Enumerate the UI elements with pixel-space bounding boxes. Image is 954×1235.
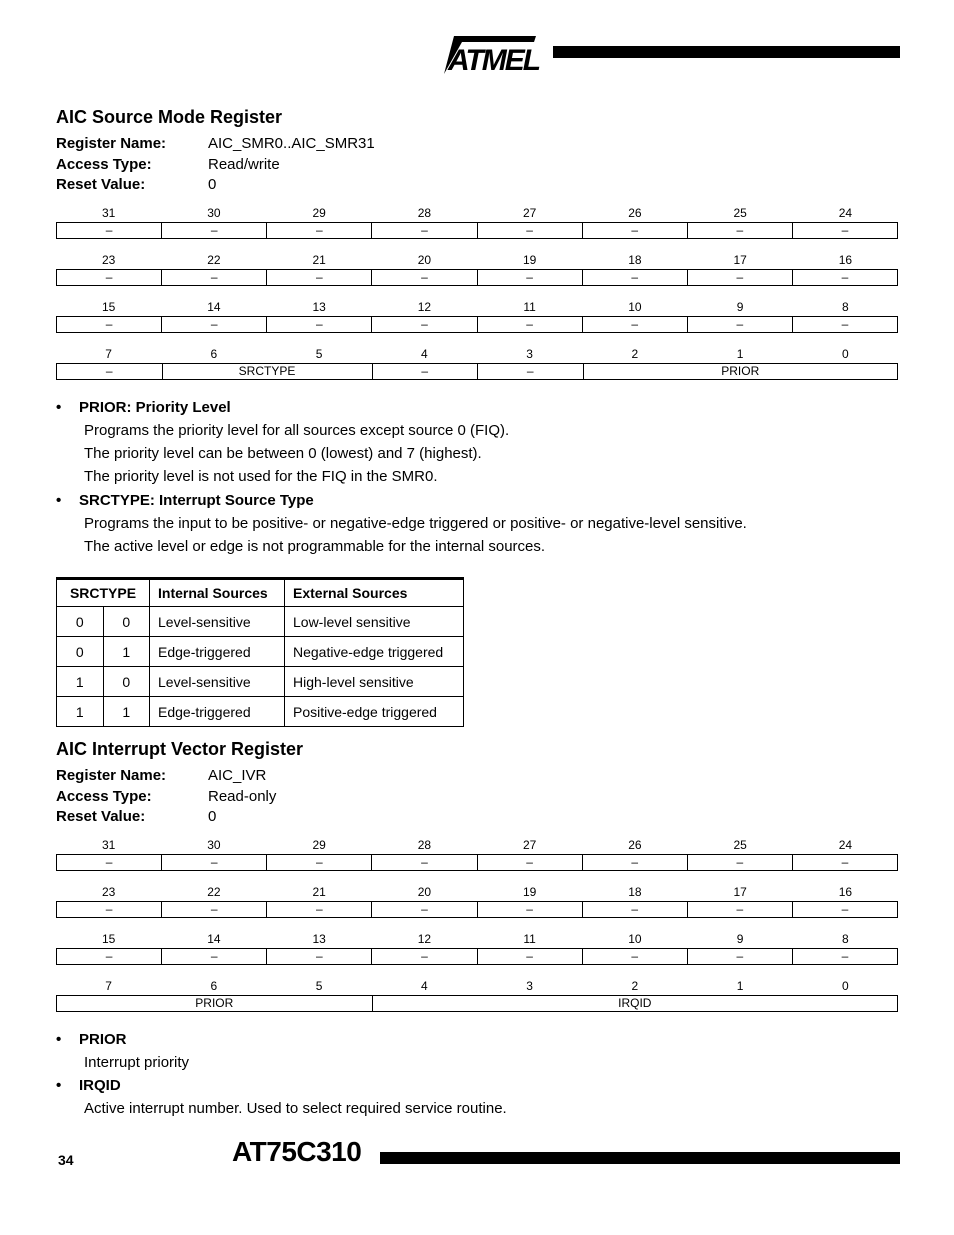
ivr-bit-fields — [56, 948, 898, 965]
ivr-meta-row — [56, 807, 276, 828]
ivr-bit-number: 25 — [733, 838, 747, 852]
smr-bit-numbers — [56, 347, 898, 363]
ivr-bit-numbers — [56, 979, 898, 995]
smr-meta-row — [56, 134, 375, 155]
smr-register-row — [56, 300, 898, 347]
smr-bit-numbers — [56, 300, 898, 316]
smr-bit-fields — [56, 222, 898, 239]
smr-srctype-heading: • SRCTYPE: Interrupt Source Type — [56, 492, 314, 509]
ivr-bit-number: 2 — [631, 979, 639, 993]
ivr-register-row — [56, 932, 898, 979]
ivr-register-row — [56, 885, 898, 932]
ivr-bit-field: – — [688, 949, 793, 964]
ivr-bit-field: PRIOR — [57, 996, 373, 1011]
srctype-table-row — [57, 607, 464, 637]
smr-bit-field: – — [478, 223, 583, 238]
ivr-bit-field: – — [478, 855, 583, 870]
ivr-bit-field: – — [372, 902, 477, 917]
ivr-bit-number: 8 — [842, 932, 849, 946]
ivr-meta-value: 0 — [208, 808, 217, 825]
ivr-bit-number: 24 — [838, 838, 853, 852]
ivr-bit-field: – — [162, 902, 267, 917]
smr-meta — [56, 134, 375, 196]
ivr-bit-field: – — [57, 855, 162, 870]
smr-srctype-text-2: The active level or edge is not programmable for the internal sources. — [84, 538, 546, 555]
ivr-bit-field: IRQID — [618, 996, 652, 1010]
smr-bit-number: 15 — [101, 300, 116, 314]
ivr-bit-fields — [56, 854, 898, 871]
smr-bit-number: 18 — [628, 253, 642, 267]
ivr-bit-field: – — [583, 855, 688, 870]
smr-bit-number: 5 — [315, 347, 323, 361]
ivr-meta-row — [56, 766, 276, 787]
srctype-bit-cell: 1 — [103, 697, 150, 727]
srctype-bit-cell: 0 — [57, 607, 104, 637]
smr-bit-number: 13 — [312, 300, 326, 314]
smr-bit-field: – — [267, 270, 372, 285]
ivr-bit-field: – — [267, 949, 372, 964]
ivr-meta — [56, 766, 276, 828]
ivr-bit-field: – — [841, 855, 849, 869]
smr-bit-field: – — [162, 317, 267, 332]
smr-bit-fields — [56, 363, 898, 380]
ivr-bit-fields — [56, 995, 898, 1012]
smr-bit-field: – — [688, 223, 793, 238]
smr-bit-number: 8 — [842, 300, 849, 314]
ivr-bit-field: – — [688, 902, 793, 917]
ivr-bit-number: 1 — [736, 979, 744, 993]
ivr-bit-number: 17 — [733, 885, 747, 899]
smr-bit-number: 19 — [522, 253, 537, 267]
header-rule — [553, 46, 900, 58]
ivr-bit-number: 16 — [838, 885, 853, 899]
ivr-bit-number: 6 — [210, 979, 218, 993]
smr-bit-numbers — [56, 253, 898, 269]
smr-register-row — [56, 347, 898, 394]
ivr-bit-field: – — [478, 902, 583, 917]
smr-prior-heading: • PRIOR: Priority Level — [56, 399, 231, 416]
srctype-bit-cell: 1 — [103, 637, 150, 667]
smr-bit-field: – — [583, 223, 688, 238]
ivr-meta-key: Reset Value: — [56, 808, 146, 825]
smr-bit-number: 23 — [101, 253, 116, 267]
ivr-meta-row — [56, 787, 276, 808]
smr-bit-number: 24 — [838, 206, 853, 220]
ivr-bit-numbers — [56, 838, 898, 854]
ivr-meta-value: AIC_IVR — [208, 767, 267, 784]
svg-text:ATMEL: ATMEL — [448, 44, 540, 76]
smr-bit-field: – — [372, 270, 477, 285]
ivr-bit-field: – — [57, 902, 162, 917]
smr-bit-number: 31 — [101, 206, 116, 220]
ivr-bit-field: – — [57, 949, 162, 964]
smr-bit-number: 16 — [838, 253, 853, 267]
external-source-cell: High-level sensitive — [285, 667, 464, 697]
ivr-bit-number: 18 — [628, 885, 642, 899]
ivr-bit-number: 31 — [101, 838, 116, 852]
ivr-bit-field: – — [372, 855, 477, 870]
product-title: AT75C310 — [232, 1136, 362, 1167]
smr-meta-key: Access Type: — [56, 155, 152, 173]
smr-prior-text-1: Programs the priority level for all sources except source 0 (FIQ). — [84, 422, 510, 439]
smr-bit-number: 12 — [417, 300, 432, 314]
smr-bit-number: 22 — [207, 253, 221, 267]
smr-meta-row — [56, 155, 375, 176]
external-source-cell: Positive-edge triggered — [285, 697, 464, 727]
smr-bit-field: – — [478, 317, 583, 332]
smr-prior-text-2: The priority level can be between 0 (lowest) and 7 (highest). — [84, 445, 482, 462]
smr-meta-value: AIC_SMR0..AIC_SMR31 — [208, 135, 375, 152]
smr-bit-field: PRIOR — [721, 364, 760, 378]
srctype-table-row — [57, 697, 464, 727]
ivr-bit-number: 20 — [417, 885, 432, 899]
internal-source-cell: Edge-triggered — [150, 697, 285, 727]
ivr-bit-numbers — [56, 885, 898, 901]
ivr-meta-key: Register Name: — [56, 767, 167, 784]
smr-meta-row — [56, 175, 375, 196]
internal-source-cell: Edge-triggered — [150, 637, 285, 667]
ivr-bit-field: – — [267, 855, 372, 870]
ivr-bit-field: – — [372, 949, 477, 964]
smr-bit-number: 21 — [312, 253, 326, 267]
ivr-bit-number: 4 — [421, 979, 428, 993]
smr-bit-field: – — [57, 317, 162, 332]
smr-bit-number: 3 — [526, 347, 533, 361]
ivr-irqid-text: Active interrupt number. Used to select required service routine. — [84, 1100, 507, 1117]
ivr-bit-number: 12 — [417, 932, 432, 946]
smr-meta-value: Read/write — [208, 155, 280, 173]
smr-bit-number: 29 — [312, 206, 326, 220]
smr-bit-field: – — [583, 317, 688, 332]
external-source-cell: Negative-edge triggered — [285, 637, 464, 667]
smr-bit-field: – — [267, 223, 372, 238]
smr-bit-field: – — [841, 270, 849, 284]
smr-bit-fields — [56, 316, 898, 333]
smr-bit-number: 20 — [417, 253, 432, 267]
ivr-prior-heading: • PRIOR — [56, 1031, 127, 1048]
smr-bit-number: 0 — [842, 347, 849, 361]
ivr-bit-number: 13 — [312, 932, 326, 946]
external-source-cell: Low-level sensitive — [285, 607, 464, 637]
ivr-bit-numbers — [56, 932, 898, 948]
smr-bit-field: – — [57, 364, 163, 379]
ivr-bit-number: 14 — [207, 932, 221, 946]
smr-meta-key: Register Name: — [56, 135, 167, 152]
smr-bit-number: 7 — [105, 347, 112, 361]
ivr-bit-number: 27 — [522, 838, 537, 852]
ivr-register-row — [56, 979, 898, 1026]
smr-bit-field: – — [57, 223, 162, 238]
smr-bit-numbers — [56, 206, 898, 222]
smr-bit-field: – — [841, 223, 849, 237]
internal-source-cell: Level-sensitive — [150, 667, 285, 697]
smr-bit-number: 27 — [522, 206, 537, 220]
smr-bit-number: 11 — [523, 300, 536, 314]
smr-register-row — [56, 253, 898, 300]
ivr-bit-field: – — [162, 949, 267, 964]
ivr-bit-number: 0 — [842, 979, 849, 993]
smr-bit-number: 6 — [210, 347, 218, 361]
ivr-bit-field: – — [688, 855, 793, 870]
smr-bit-field: – — [372, 223, 477, 238]
smr-meta-value: 0 — [208, 176, 217, 193]
ivr-bit-number: 9 — [736, 932, 744, 946]
smr-bit-field: – — [57, 270, 162, 285]
smr-bit-number: 14 — [207, 300, 221, 314]
srctype-table-row — [57, 637, 464, 667]
ivr-bit-number: 3 — [526, 979, 533, 993]
smr-bit-number: 25 — [733, 206, 747, 220]
ivr-bit-number: 7 — [105, 979, 112, 993]
srctype-bit-cell: 0 — [103, 667, 150, 697]
srctype-bit-cell: 0 — [103, 607, 150, 637]
ivr-bit-number: 15 — [101, 932, 116, 946]
srctype-header: SRCTYPE — [57, 579, 150, 607]
ivr-bit-fields — [56, 901, 898, 918]
ivr-bit-number: 22 — [207, 885, 221, 899]
ivr-bit-field: – — [841, 949, 849, 963]
smr-bit-field: – — [478, 270, 583, 285]
smr-srctype-text-1: Programs the input to be positive- or negative-edge triggered or positive- or negative-level sensitive. — [84, 515, 747, 532]
smr-bit-number: 26 — [628, 206, 642, 220]
smr-bit-number: 30 — [207, 206, 221, 220]
ivr-bit-field: – — [583, 902, 688, 917]
smr-meta-key: Reset Value: — [56, 176, 146, 193]
smr-bit-field: – — [162, 223, 267, 238]
srctype-table-row — [57, 667, 464, 697]
ivr-register-diagram — [56, 838, 898, 1026]
ivr-bit-number: 19 — [522, 885, 537, 899]
smr-bit-field: SRCTYPE — [163, 364, 373, 379]
footer-rule — [380, 1152, 900, 1164]
ivr-irqid-heading: • IRQID — [56, 1077, 121, 1094]
smr-bit-field: – — [372, 317, 477, 332]
ivr-bit-field: – — [841, 902, 849, 916]
smr-bit-field: – — [373, 364, 479, 379]
smr-bit-field: – — [267, 317, 372, 332]
ivr-bit-number: 11 — [523, 932, 536, 946]
smr-bit-number: 2 — [631, 347, 639, 361]
srctype-bit-cell: 1 — [57, 667, 104, 697]
ivr-meta-value: Read-only — [208, 787, 277, 805]
smr-bit-field: – — [688, 317, 793, 332]
ivr-bit-number: 29 — [312, 838, 326, 852]
smr-register-row — [56, 206, 898, 253]
internal-source-cell: Level-sensitive — [150, 607, 285, 637]
smr-bit-number: 17 — [733, 253, 747, 267]
ivr-bit-number: 10 — [628, 932, 642, 946]
srctype-table — [56, 577, 464, 727]
smr-bit-number: 9 — [736, 300, 744, 314]
smr-title: AIC Source Mode Register — [56, 107, 283, 127]
smr-bit-field: – — [478, 364, 584, 379]
smr-bit-field: – — [583, 270, 688, 285]
smr-bit-field: – — [841, 317, 849, 331]
smr-bit-number: 28 — [417, 206, 432, 220]
smr-bit-number: 10 — [628, 300, 642, 314]
smr-register-diagram — [56, 206, 898, 394]
ivr-prior-text: Interrupt priority — [84, 1054, 190, 1071]
ivr-bit-number: 26 — [628, 838, 642, 852]
page-number: 34 — [58, 1152, 74, 1168]
external-sources-header: External Sources — [285, 579, 464, 607]
ivr-bit-field: – — [478, 949, 583, 964]
ivr-bit-field: – — [267, 902, 372, 917]
ivr-bit-field: – — [162, 855, 267, 870]
smr-prior-text-3: The priority level is not used for the FIQ in the SMR0. — [84, 468, 438, 485]
ivr-bit-number: 21 — [312, 885, 326, 899]
smr-bit-field: – — [688, 270, 793, 285]
ivr-bit-number: 30 — [207, 838, 221, 852]
ivr-meta-key: Access Type: — [56, 787, 152, 805]
srctype-bit-cell: 0 — [57, 637, 104, 667]
smr-bit-field: – — [162, 270, 267, 285]
ivr-bit-number: 28 — [417, 838, 432, 852]
ivr-title: AIC Interrupt Vector Register — [56, 739, 304, 759]
ivr-bit-number: 5 — [315, 979, 323, 993]
srctype-bit-cell: 1 — [57, 697, 104, 727]
ivr-register-row — [56, 838, 898, 885]
ivr-bit-field: – — [583, 949, 688, 964]
ivr-bit-number: 23 — [101, 885, 116, 899]
smr-bit-number: 4 — [421, 347, 428, 361]
smr-bit-fields — [56, 269, 898, 286]
smr-bit-number: 1 — [736, 347, 744, 361]
internal-sources-header: Internal Sources — [150, 579, 285, 607]
atmel-logo — [440, 30, 540, 76]
